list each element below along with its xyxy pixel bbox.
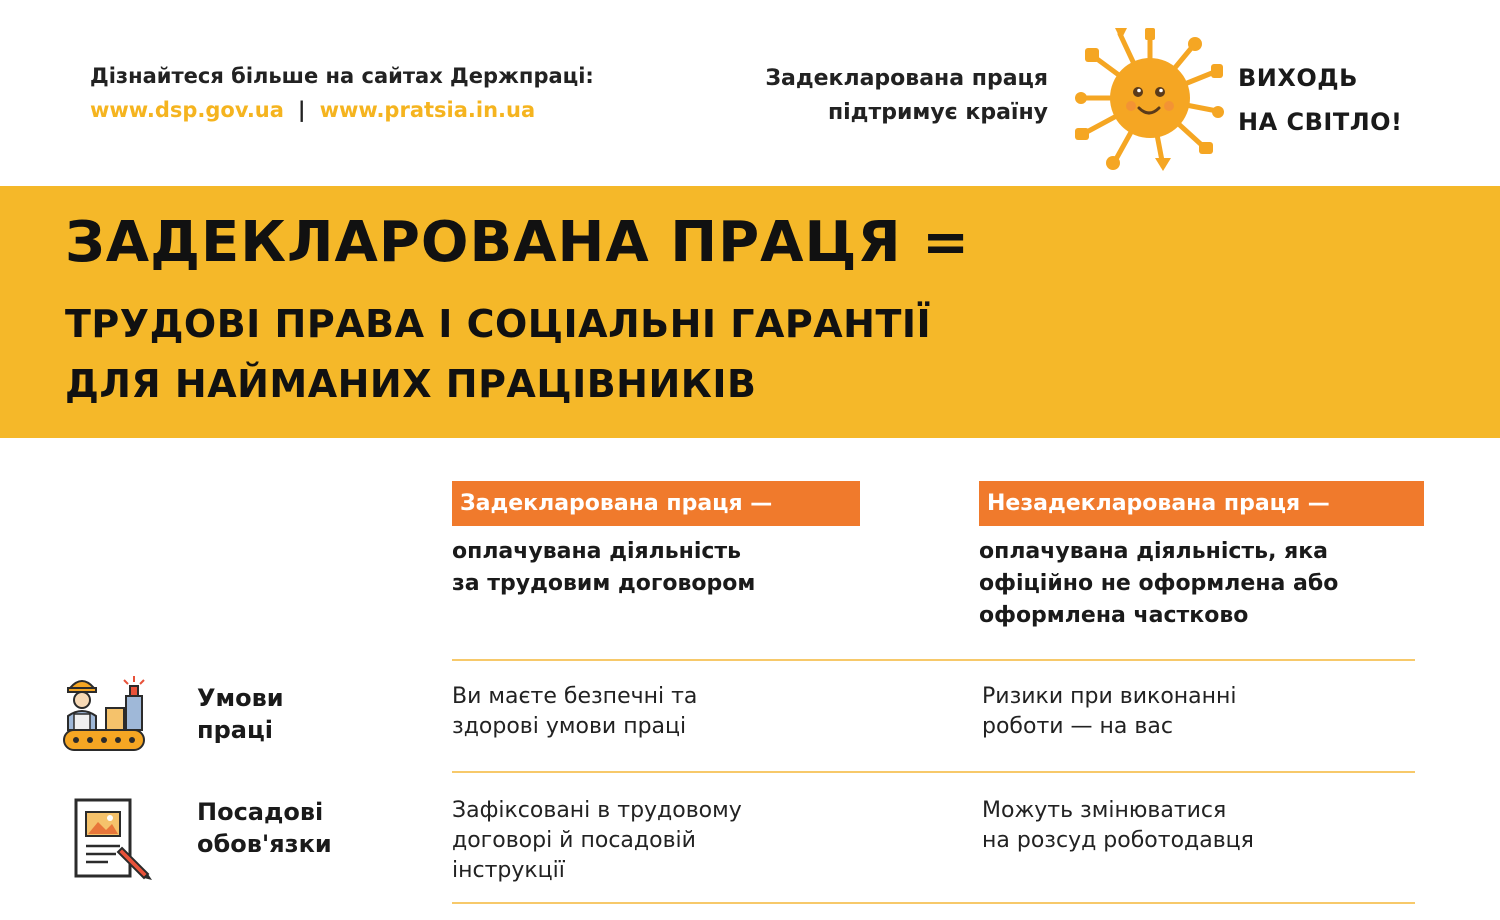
campaign-name [1238,56,1403,144]
slogan-line-1: Задекларована праця [765,66,1048,91]
row-divider [452,659,1415,661]
row-label-working-conditions [197,682,417,746]
banner-title: ЗАДЕКЛАРОВАНА ПРАЦЯ = [65,210,970,275]
cell-line: Ви маєте безпечні та [452,684,698,709]
cell-line: на розсуд роботодавця [982,828,1254,853]
cell-line: здорові умови праці [452,714,687,739]
learn-more-text: Дізнайтеся більше на сайтах Держпраці: [90,64,594,88]
definition-line: оплачувана діяльність, яка [979,539,1329,564]
undeclared-cell-working-conditions [982,682,1412,742]
declared-work-heading: Задекларована праця — [452,481,860,526]
cell-line: Ризики при виконанні [982,684,1237,709]
row-label-line: Умови [197,684,284,712]
definition-line: оформлена частково [979,603,1249,628]
factory-worker-icon [60,672,148,754]
definition-line: офіційно не оформлена або [979,571,1339,596]
cell-line: Зафіксовані в трудовому [452,798,742,823]
undeclared-work-definition [979,536,1419,632]
sun-mascot-icon [1075,26,1225,171]
declared-cell-working-conditions [452,682,872,742]
campaign-line-1: ВИХОДЬ [1238,64,1358,92]
pratsia-link[interactable]: www.pratsia.in.ua [319,98,536,122]
document-pencil-icon [72,796,154,882]
cell-line: договорі й посадовій [452,828,696,853]
banner-subtitle-2: ДЛЯ НАЙМАНИХ ПРАЦІВНИКІВ [65,362,757,406]
definition-line: оплачувана діяльність [452,539,742,564]
row-label-line: праці [197,716,273,744]
url-list [90,98,594,122]
declared-cell-job-duties [452,796,872,886]
campaign-line-2: НА СВІТЛО! [1238,108,1403,136]
cell-line: інструкції [452,858,565,883]
row-divider [452,771,1415,773]
row-label-line: обов'язки [197,830,332,858]
row-label-job-duties [197,796,417,860]
cell-line: роботи — на вас [982,714,1173,739]
undeclared-cell-job-duties [982,796,1412,856]
title-banner [0,186,1500,438]
banner-subtitle-1: ТРУДОВІ ПРАВА І СОЦІАЛЬНІ ГАРАНТІЇ [65,302,932,346]
definition-line: за трудовим договором [452,571,756,596]
undeclared-work-heading: Незадекларована праця — [979,481,1424,526]
slogan-line-2: підтримує країну [827,100,1048,125]
row-label-line: Посадові [197,798,324,826]
slogan [765,62,1048,130]
dsp-link[interactable]: www.dsp.gov.ua [90,98,284,122]
declared-work-definition [452,536,872,600]
site-info [90,64,594,122]
cell-line: Можуть змінюватися [982,798,1227,823]
url-separator: | [297,98,306,122]
row-divider [452,902,1415,904]
